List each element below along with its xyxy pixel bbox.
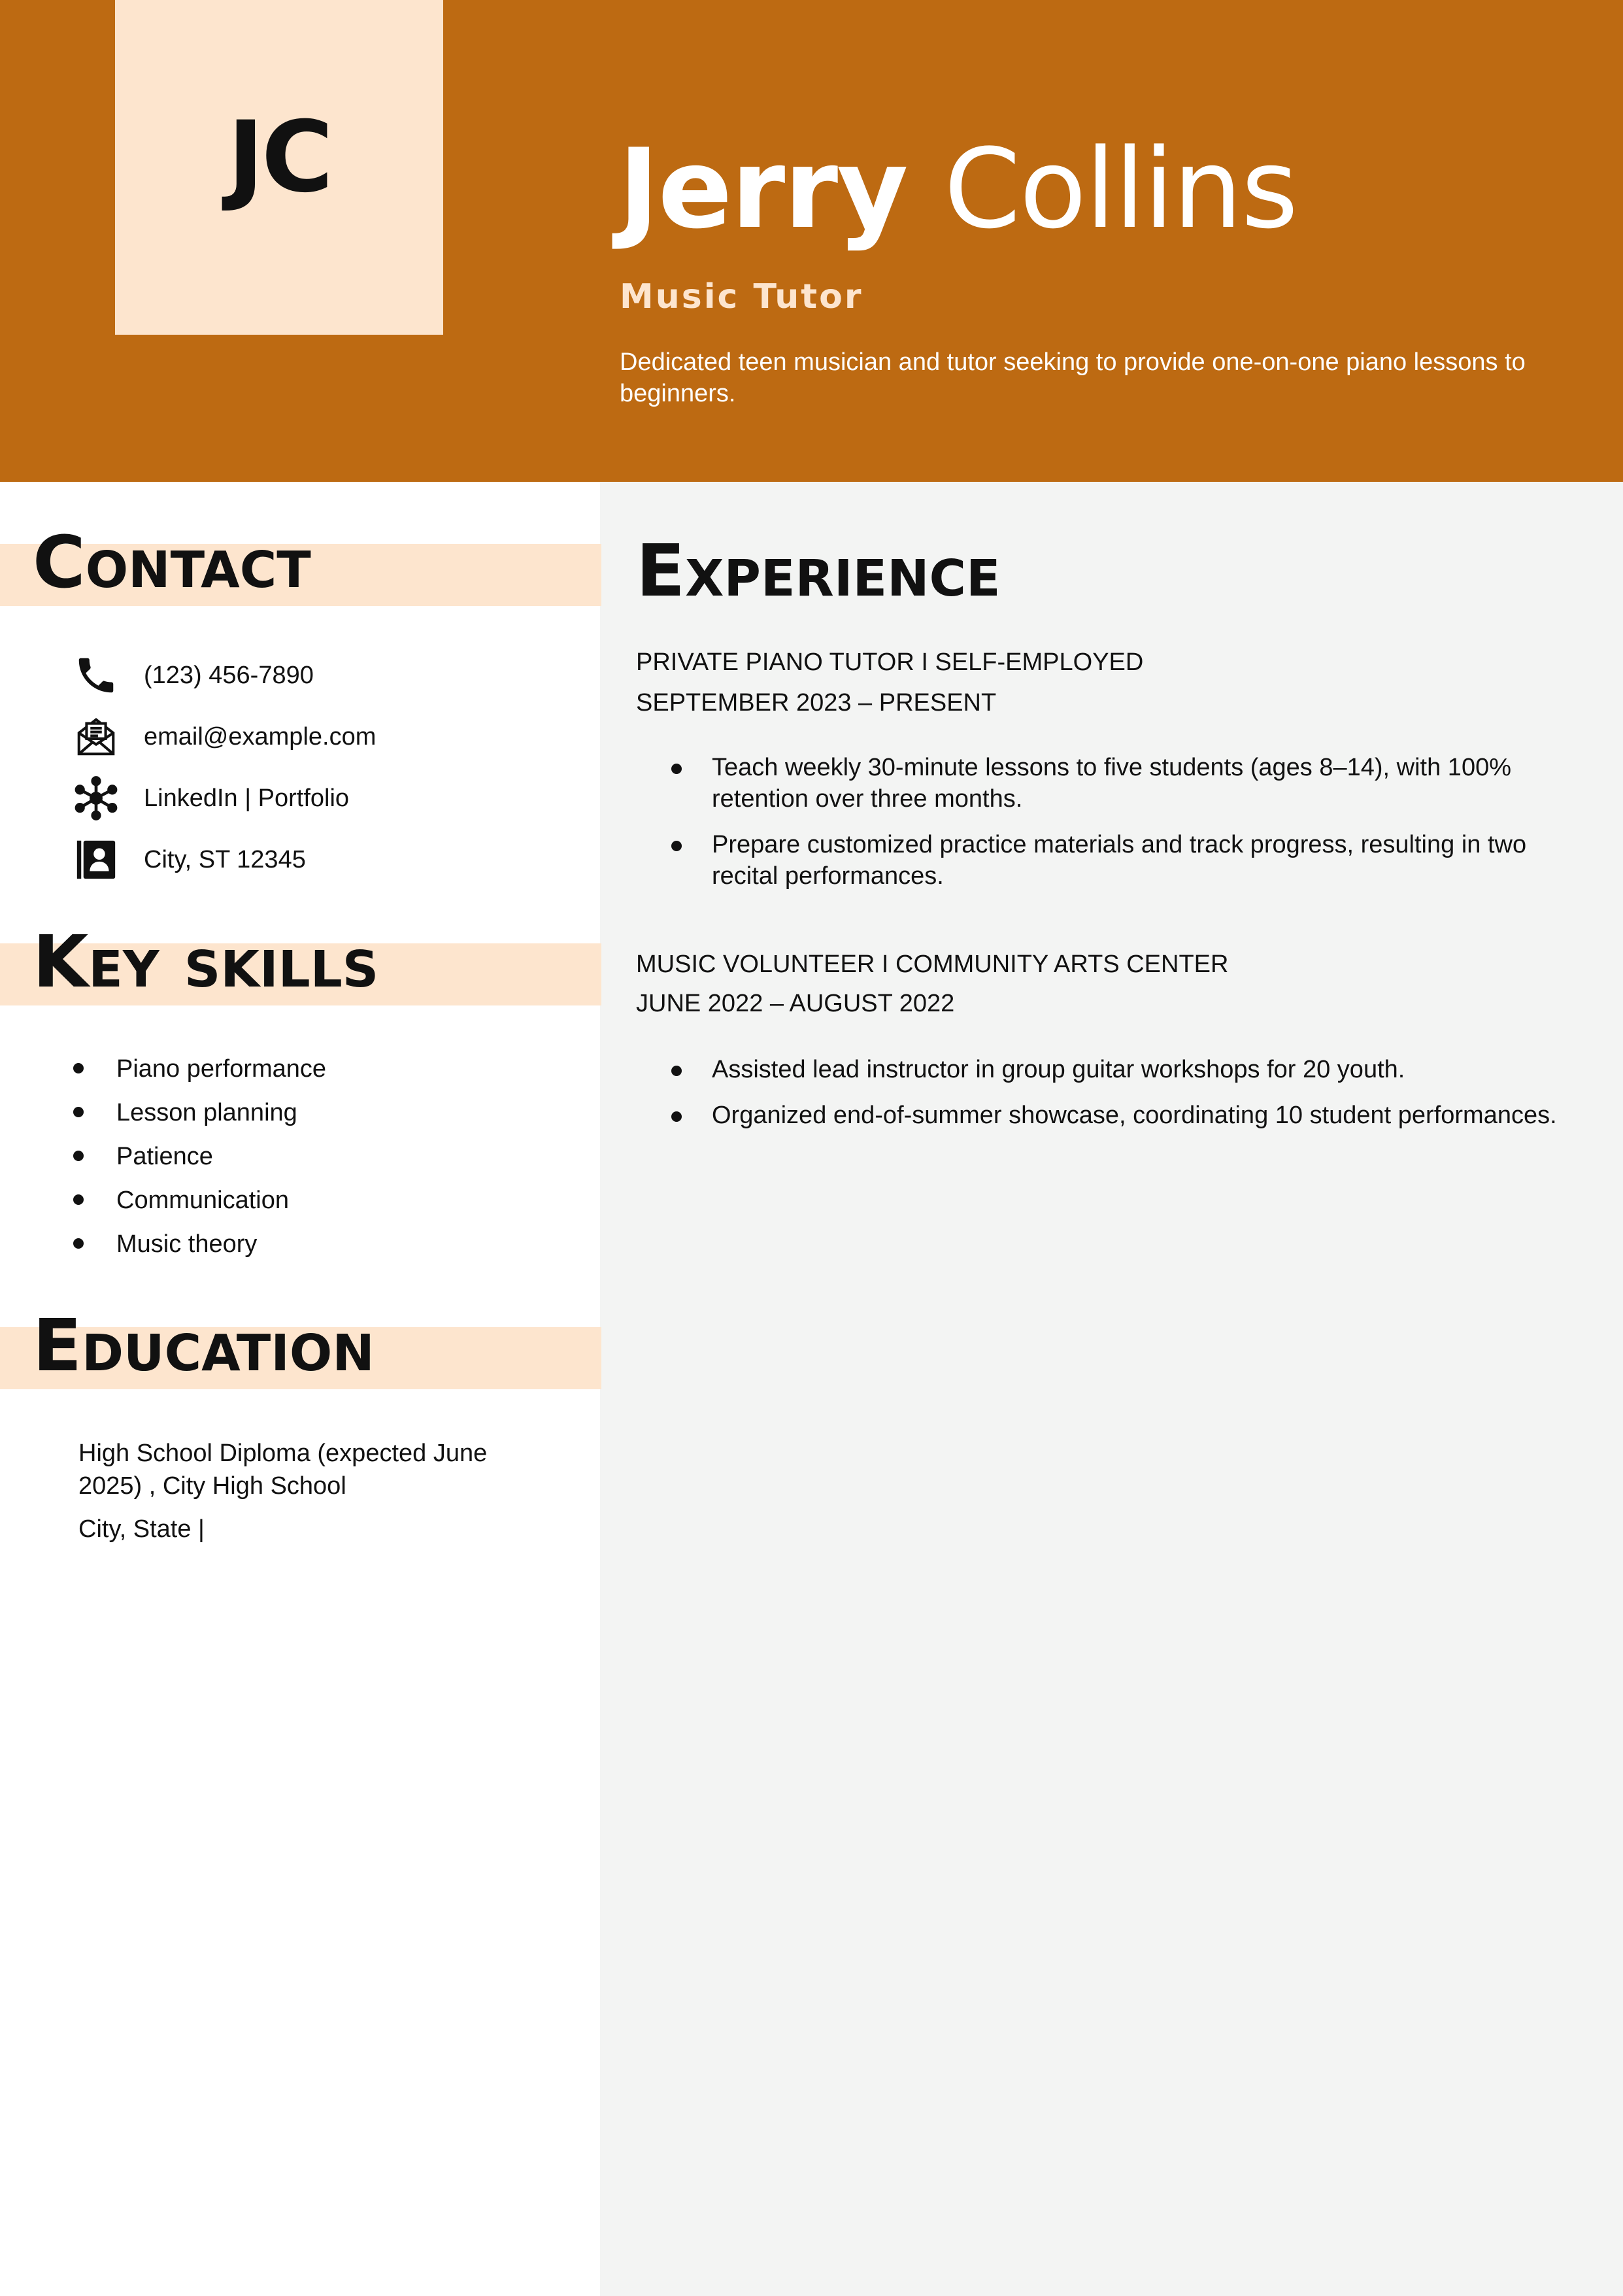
- header-banner: [0, 0, 1623, 482]
- skill-text: Piano performance: [116, 1055, 327, 1083]
- skill-item: [73, 1137, 326, 1181]
- contact-email-text: email@example.com: [144, 722, 376, 751]
- bullet-icon: [73, 1107, 84, 1117]
- skill-text: Music theory: [116, 1230, 258, 1258]
- contact-phone[interactable]: [73, 652, 314, 698]
- first-name: Jerry: [618, 125, 907, 253]
- bullet-text: Organized end-of-summer showcase, coordinating 10 student performances.: [712, 1102, 1557, 1129]
- contact-links-text: LinkedIn | Portfolio: [144, 784, 350, 812]
- phone-icon: [73, 652, 124, 698]
- bullet-icon: [73, 1238, 84, 1249]
- skill-text: Communication: [116, 1187, 289, 1214]
- job-2-dates: JUNE 2022 – AUGUST 2022: [636, 990, 955, 1017]
- contact-address[interactable]: [73, 837, 306, 883]
- skill-text: Patience: [116, 1143, 213, 1170]
- monogram-box: [115, 0, 443, 335]
- contact-phone-text: (123) 456-7890: [144, 661, 314, 689]
- contact-links[interactable]: [73, 775, 349, 821]
- job-role-title: Music Tutor: [620, 277, 863, 316]
- last-name: Collins: [944, 125, 1297, 253]
- education-heading: Education: [33, 1304, 375, 1387]
- bullet-icon: [671, 1066, 682, 1076]
- bullet-icon: [73, 1151, 84, 1161]
- bullet-icon: [671, 841, 682, 851]
- education-location: City, State |: [78, 1515, 205, 1543]
- list-item: [669, 829, 1571, 892]
- skill-item: [73, 1181, 326, 1224]
- list-item: [669, 1100, 1571, 1131]
- bullet-icon: [73, 1194, 84, 1205]
- experience-heading: Experience: [636, 529, 1001, 613]
- list-item: [669, 752, 1571, 815]
- network-icon: [73, 775, 124, 821]
- job-1-bullets: [669, 752, 1571, 906]
- bullet-icon: [671, 764, 682, 774]
- bullet-text: Assisted lead instructor in group guitar workshops for 20 youth.: [712, 1056, 1405, 1083]
- job-1-dates: SEPTEMBER 2023 – PRESENT: [636, 689, 997, 717]
- bullet-icon: [671, 1111, 682, 1122]
- bullet-icon: [73, 1063, 84, 1073]
- skill-item: [73, 1224, 326, 1268]
- contact-heading: Contact: [33, 520, 311, 604]
- job-1-title: PRIVATE PIANO TUTOR I SELF-EMPLOYED: [636, 649, 1144, 676]
- skills-heading: Key skills: [33, 920, 379, 1004]
- address-book-icon: [73, 837, 124, 883]
- monogram-initials: JC: [227, 101, 331, 214]
- list-item: [669, 1054, 1571, 1085]
- job-2-bullets: [669, 1054, 1571, 1145]
- skill-item: [73, 1049, 326, 1093]
- education-degree: High School Diploma (expected June 2025) , City High School: [78, 1440, 488, 1500]
- bullet-text: Prepare customized practice materials and track progress, resulting in two recital performances.: [712, 831, 1527, 890]
- bullet-text: Teach weekly 30-minute lessons to five students (ages 8–14), with 100% retention over three months.: [712, 754, 1511, 813]
- contact-address-text: City, ST 12345: [144, 845, 306, 873]
- skills-list: [73, 1049, 326, 1268]
- job-2-title: MUSIC VOLUNTEER I COMMUNITY ARTS CENTER: [636, 951, 1229, 978]
- profile-summary: Dedicated teen musician and tutor seeking to provide one-on-one piano lessons to beginners.: [620, 348, 1526, 407]
- skill-text: Lesson planning: [116, 1099, 297, 1126]
- candidate-name: [618, 125, 1297, 253]
- contact-email[interactable]: [73, 714, 376, 760]
- skill-item: [73, 1093, 326, 1137]
- email-icon: [73, 714, 124, 760]
